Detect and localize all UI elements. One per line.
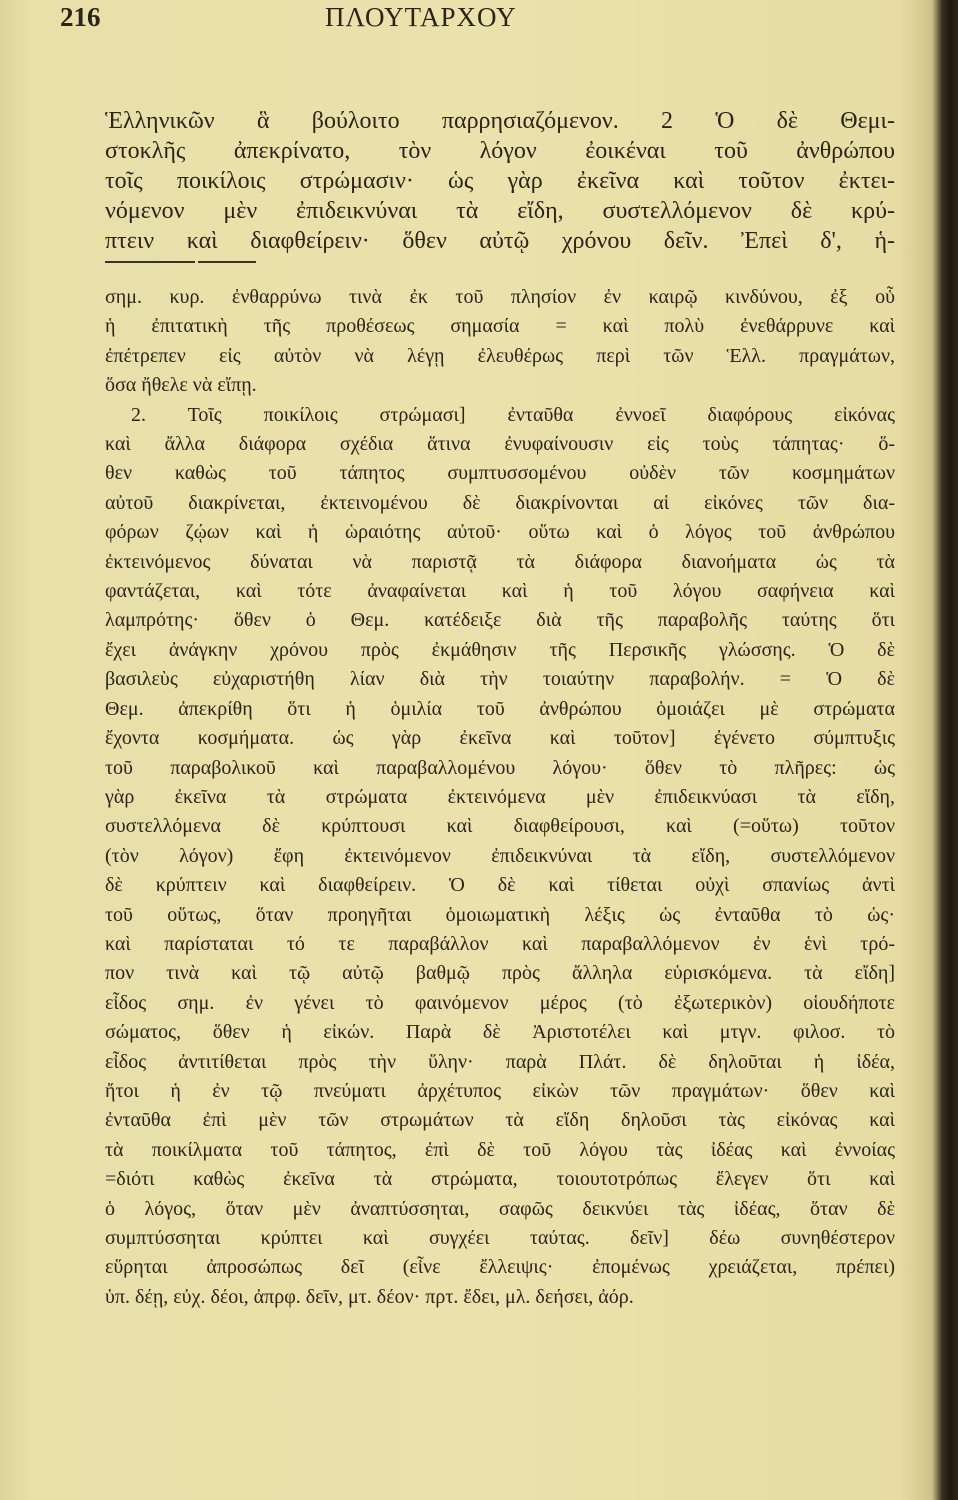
footnote-line: συμπτύσσηται κρύπτει καὶ συγχέει ταύτας. δεῖν] δέω συνηθέστερον <box>105 1227 895 1249</box>
footnote-line: ἐνταῦθα ἐπὶ μὲν τῶν στρωμάτων τὰ εἴδη δηλοῦσι τὰς εἰκόνας καὶ <box>105 1109 895 1132</box>
text-line: στοκλῆς ἀπεκρίνατο, τὸν λόγον ἐοικέναι τοῦ ἀνθρώπου <box>105 138 895 164</box>
footnote-line: ἤτοι ἡ ἐν τῷ πνεύματι ἀρχέτυπος εἰκὼν τῶν πραγμάτων· ὅθεν καὶ <box>105 1079 895 1102</box>
footnote-line: βασιλεὺς εὐχαριστήθη λίαν διὰ τὴν τοιαύτην παραβολήν. = Ὁ δὲ <box>105 668 895 691</box>
footnote-line: γὰρ ἐκεῖνα τὰ στρώματα ἐκτεινόμενα μὲν ἐπιδεικνύασι τὰ εἴδη, <box>105 785 895 808</box>
footnote-line: αὐτοῦ διακρίνεται, ἐκτεινομένου δὲ διακρίνονται αἱ εἰκόνες τῶν δια- <box>105 491 895 514</box>
footnote-line: φαντάζεται, καὶ τότε ἀναφαίνεται καὶ ἡ τοῦ λόγου σαφήνεια καὶ <box>105 580 895 603</box>
footnote-line: Θεμ. ἀπεκρίθη ὅτι ἡ ὁμιλία τοῦ ἀνθρώπου ὁμοιάζει μὲ στρώματα <box>105 697 895 720</box>
footnote-line: σημ. κυρ. ἐνθαρρύνω τινὰ ἐκ τοῦ πλησίον ἐν καιρῷ κινδύνου, ἐξ οὗ <box>105 286 895 308</box>
running-title: ΠΛΟΥΤΑΡΧΟΥ <box>325 2 517 32</box>
footnote-line: καὶ ἄλλα διάφορα σχέδια ἅτινα ἐνυφαίνουσιν εἰς τοὺς τάπητας· ὅ- <box>105 433 895 456</box>
footnote-separator <box>198 261 256 263</box>
footnote-line: σώματος, ὅθεν ἡ εἰκών. Παρὰ δὲ Ἀριστοτέλει καὶ μτγν. φιλοσ. τὸ <box>105 1021 895 1044</box>
text-line: Ἑλληνικῶν ἃ βούλοιτο παρρησιαζόμενον. 2 Ὁ δὲ Θεμι- <box>105 108 895 134</box>
footnote-line: τοῦ παραβολικοῦ καὶ παραβαλλομένου λόγου· ὅθεν τὸ πλῆρες: ὡς <box>105 756 895 779</box>
footnote-line: εἶδος σημ. ἐν γένει τὸ φαινόμενον μέρος (τὸ ἐξωτερικὸν) οἱουδήποτε <box>105 991 895 1014</box>
footnote-line: καὶ παρίσταται τό τε παραβάλλον καὶ παραβαλλόμενον ἐν ἑνὶ τρό- <box>105 932 895 955</box>
text-line: νόμενον μὲν ἐπιδεικνύναι τὰ εἴδη, συστελλόμενον δὲ κρύ- <box>105 198 895 224</box>
footnote-line: τοῦ οὕτως, ὅταν προηγῆται ὁμοιωματικὴ λέξις ὡς ἐνταῦθα τὸ ὡς· <box>105 903 895 926</box>
footnote-line: πον τινὰ καὶ τῷ αὐτῷ βαθμῷ πρὸς ἄλληλα εὑρισκόμενα. τὰ εἴδη] <box>105 962 895 985</box>
main-text <box>105 106 895 256</box>
footnote-line: συστελλόμενα δὲ κρύπτουσι καὶ διαφθείρουσι, καὶ (=οὕτω) τοῦτον <box>105 815 895 838</box>
running-header <box>60 0 890 36</box>
page-number: 216 <box>60 2 101 32</box>
footnote-line: ὅσα ἤθελε νὰ εἴπῃ. <box>105 374 257 397</box>
footnotes <box>105 283 895 1312</box>
footnote-line: (τὸν λόγον) ἔφη ἐκτεινόμενον ἐπιδεικνύναι τὰ εἴδη, συστελλόμενον <box>105 844 895 867</box>
footnote-line: φόρων ζῴων καὶ ἡ ὡραιότης αὐτοῦ· οὕτω καὶ ὁ λόγος τοῦ ἀνθρώπου <box>105 521 895 544</box>
footnote-line: ὁ λόγος, ὅταν μὲν ἀναπτύσσηται, σαφῶς δεικνύει τὰς ἰδέας, ὅταν δὲ <box>105 1197 895 1220</box>
footnote-line: ἡ ἐπιτατικὴ τῆς προθέσεως σημασία = καὶ πολὺ ἐνεθάρρυνε καὶ <box>105 315 895 338</box>
footnote-separator <box>105 261 195 263</box>
footnote-line: ἔχει ἀνάγκην χρόνου πρὸς ἐκμάθησιν τῆς Περσικῆς γλώσσης. Ὁ δὲ <box>105 638 895 661</box>
footnote-line: ἐκτεινόμενος δύναται νὰ παριστᾷ τὰ διάφορα διανοήματα ὡς τὰ <box>105 550 895 573</box>
text-line: πτειν καὶ διαφθείρειν· ὅθεν αὐτῷ χρόνου δεῖν. Ἐπεὶ δ', ἡ- <box>105 228 895 254</box>
footnote-line: θεν καθὼς τοῦ τάπητος συμπτυσσομένου οὐδὲν τῶν κοσμημάτων <box>105 462 895 485</box>
footnote-line: ἐπέτρεπεν εἰς αὐτὸν νὰ λέγῃ ἐλευθέρως περὶ τῶν Ἑλλ. πραγμάτων, <box>105 344 895 367</box>
footnote-line: εὕρηται ἀπροσώπως δεῖ (εἶνε ἔλλειψις· ἐπομένως χρειάζεται, πρέπει) <box>105 1256 895 1279</box>
footnote-line: 2. Τοῖς ποικίλοις στρώμασι] ἐνταῦθα ἐννοεῖ διαφόρους εἰκόνας <box>131 403 895 426</box>
footnote-line: ὑπ. δέῃ, εὐχ. δέοι, ἀπρφ. δεῖν, μτ. δέον· πρτ. ἔδει, μλ. δεήσει, ἀόρ. <box>105 1285 634 1308</box>
footnote-line: λαμπρότης· ὅθεν ὁ Θεμ. κατέδειξε διὰ τῆς παραβολῆς ταύτης ὅτι <box>105 609 895 632</box>
footnote-line: εἶδος ἀντιτίθεται πρὸς τὴν ὕλην· παρὰ Πλάτ. δὲ δηλοῦται ἡ ἰδέα, <box>105 1050 895 1073</box>
footnote-line: δὲ κρύπτειν καὶ διαφθείρειν. Ὁ δὲ καὶ τίθεται οὐχὶ σπανίως ἀντὶ <box>105 874 895 897</box>
footnote-line: τὰ ποικίλματα τοῦ τάπητος, ἐπὶ δὲ τοῦ λόγου τὰς ἰδέας καὶ ἐννοίας <box>105 1138 895 1161</box>
text-line: τοῖς ποικίλοις στρώμασιν· ὡς γὰρ ἐκεῖνα καὶ τοῦτον ἐκτει- <box>105 168 895 194</box>
footnote-line: ἔχοντα κοσμήματα. ὡς γὰρ ἐκεῖνα καὶ τοῦτον] ἐγένετο σύμπτυξις <box>105 727 895 750</box>
footnote-line: =διότι καθὼς ἐκεῖνα τὰ στρώματα, τοιουτοτρόπως ἔλεγεν ὅτι καὶ <box>105 1168 895 1191</box>
